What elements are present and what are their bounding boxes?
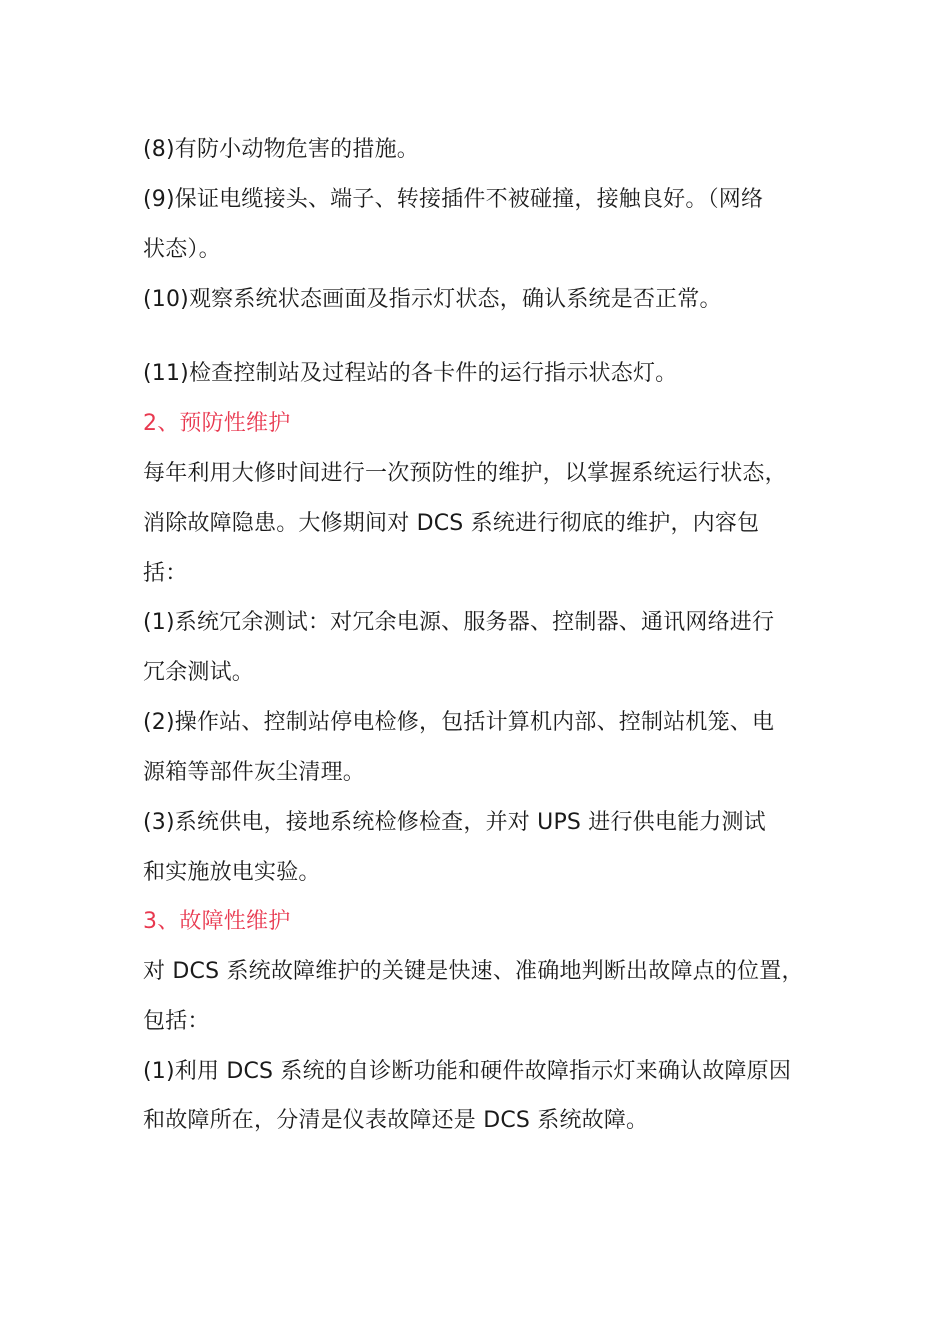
- text-line: 对 DCS 系统故障维护的关键是快速、准确地判断出故障点的位置，: [143, 959, 804, 984]
- text-line: (3)系统供电，接地系统检修检查，并对 UPS 进行供电能力测试: [143, 810, 766, 835]
- text-line: (2)操作站、控制站停电检修，包括计算机内部、控制站机笼、电: [143, 710, 775, 735]
- section-heading-preventive-maintenance: 2、预防性维护: [143, 411, 291, 436]
- text-line: (8)有防小动物危害的措施。: [143, 137, 419, 162]
- section-heading-fault-maintenance: 3、故障性维护: [143, 909, 291, 934]
- text-line: 包括：: [143, 1009, 210, 1034]
- text-line: (9)保证电缆接头、端子、转接插件不被碰撞，接触良好。（网络: [143, 187, 764, 212]
- text-line: 每年利用大修时间进行一次预防性的维护，以掌握系统运行状态，: [143, 461, 787, 486]
- text-line: 括：: [143, 561, 188, 586]
- text-line: 和实施放电实验。: [143, 860, 321, 885]
- text-line: 源箱等部件灰尘清理。: [143, 760, 366, 785]
- text-line: (10)观察系统状态画面及指示灯状态，确认系统是否正常。: [143, 287, 722, 312]
- text-line: 和故障所在，分清是仪表故障还是 DCS 系统故障。: [143, 1108, 649, 1133]
- text-line: (11)检查控制站及过程站的各卡件的运行指示状态灯。: [143, 361, 678, 386]
- text-line: 状态）。: [143, 237, 221, 262]
- text-line: (1)利用 DCS 系统的自诊断功能和硬件故障指示灯来确认故障原因: [143, 1059, 792, 1084]
- text-line: 消除故障隐患。大修期间对 DCS 系统进行彻底的维护，内容包: [143, 511, 760, 536]
- text-line: (1)系统冗余测试：对冗余电源、服务器、控制器、通讯网络进行: [143, 610, 775, 635]
- text-line: 冗余测试。: [143, 660, 255, 685]
